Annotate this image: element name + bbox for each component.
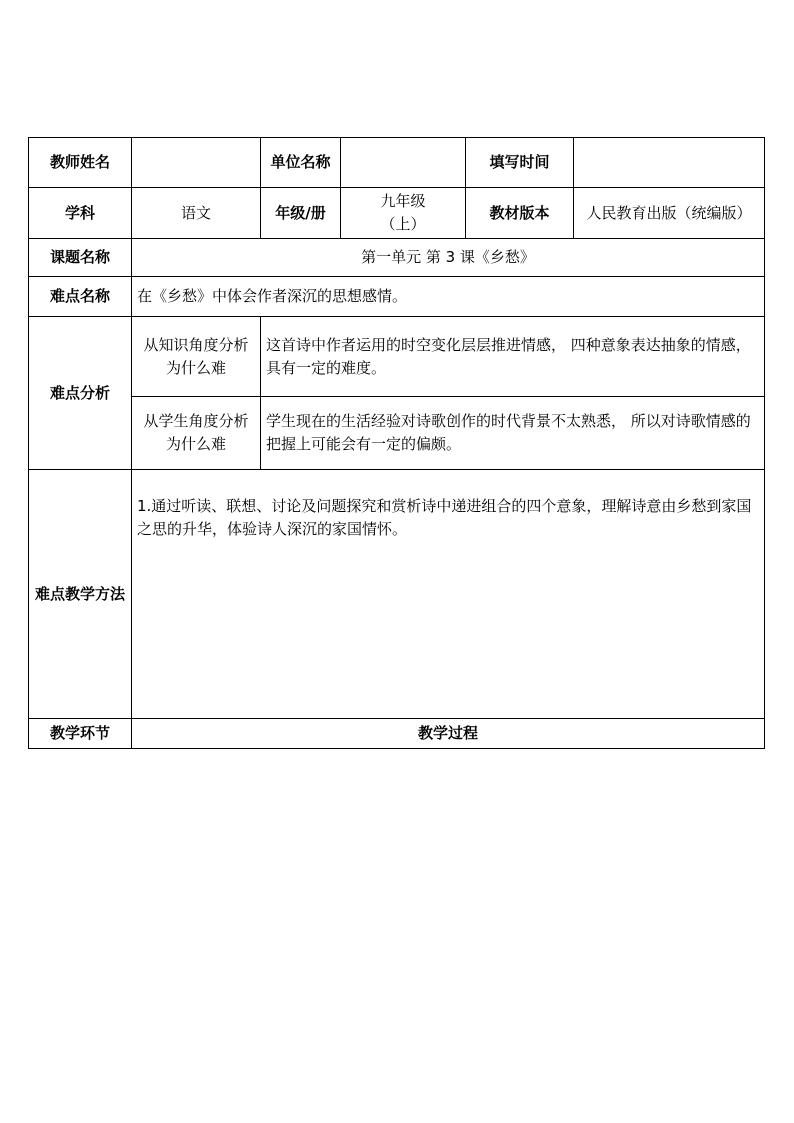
table-row-teacher [29, 138, 765, 188]
grade-value-line1: 九年级 [380, 192, 426, 210]
student-angle-text[interactable]: 学生现在的生活经验对诗歌创作的时代背景不太熟悉， 所以对诗歌情感的把握上可能会有一定的偏颇。 [261, 397, 765, 470]
subject-value[interactable]: 语文 [132, 188, 261, 239]
fill-date-value[interactable] [574, 138, 765, 188]
teaching-stage-label: 教学环节 [29, 719, 132, 749]
analysis-label: 难点分析 [29, 317, 132, 470]
knowledge-angle-text[interactable]: 这首诗中作者运用的时空变化层层推进情感， 四种意象表达抽象的情感，具有一定的难度。 [261, 317, 765, 397]
unit-name-value[interactable] [341, 138, 466, 188]
grade-value-line2: （上） [380, 215, 426, 233]
table-row-difficulty [29, 277, 765, 317]
table-row-method [29, 470, 765, 719]
fill-date-label: 填写时间 [466, 138, 574, 188]
table-row-process [29, 719, 765, 749]
topic-label: 课题名称 [29, 239, 132, 277]
method-text[interactable]: 1.通过听读、联想、讨论及问题探究和赏析诗中递进组合的四个意象，理解诗意由乡愁到家国之思的升华，体验诗人深沉的家国情怀。 [132, 470, 765, 719]
lesson-plan-table [28, 137, 765, 749]
table-row-subject [29, 188, 765, 239]
difficulty-label: 难点名称 [29, 277, 132, 317]
grade-label: 年级/册 [261, 188, 341, 239]
unit-name-label: 单位名称 [261, 138, 341, 188]
table-row-analysis-knowledge [29, 317, 765, 397]
teaching-process-label: 教学过程 [132, 719, 765, 749]
table-row-analysis-student [29, 397, 765, 470]
table-row-topic [29, 239, 765, 277]
teacher-name-value[interactable] [132, 138, 261, 188]
student-angle-label: 从学生角度分析为什么难 [132, 397, 261, 470]
method-label: 难点教学方法 [29, 470, 132, 719]
teacher-name-label: 教师姓名 [29, 138, 132, 188]
difficulty-value[interactable]: 在《乡愁》中体会作者深沉的思想感情。 [132, 277, 765, 317]
grade-value[interactable] [341, 188, 466, 239]
edition-label: 教材版本 [466, 188, 574, 239]
topic-value[interactable]: 第一单元 第 3 课《乡愁》 [132, 239, 765, 277]
edition-value[interactable]: 人民教育出版（统编版） [574, 188, 765, 239]
subject-label: 学科 [29, 188, 132, 239]
knowledge-angle-label: 从知识角度分析为什么难 [132, 317, 261, 397]
